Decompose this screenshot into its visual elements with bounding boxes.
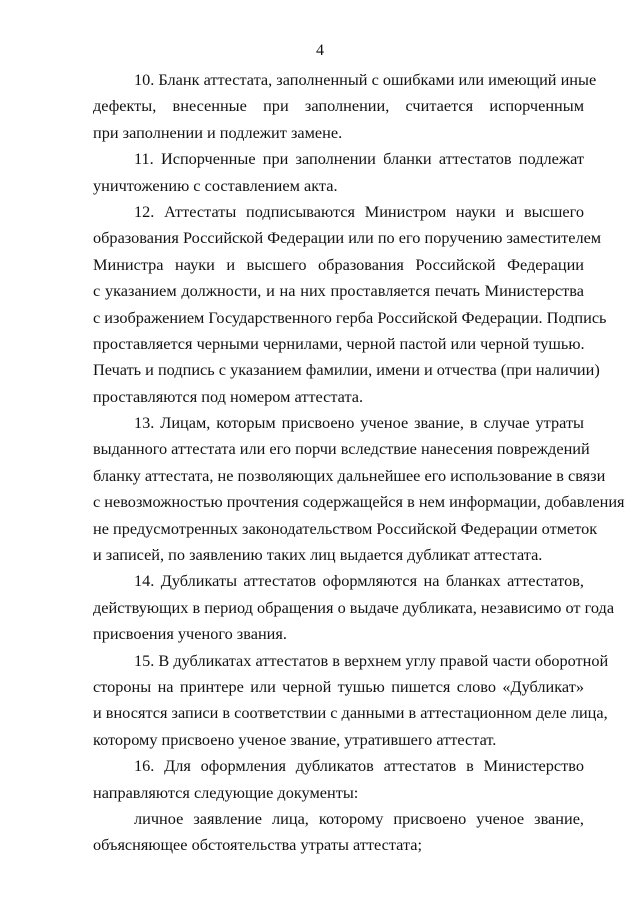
document-body xyxy=(93,67,625,859)
paragraph-p10 xyxy=(93,67,597,146)
paragraph-p14 xyxy=(93,568,615,647)
text-line: уничтожению с составлением акта. xyxy=(93,175,338,195)
text-line: 13. Лицам, которым присвоено ученое звание, в случае утраты xyxy=(134,413,584,433)
text-line: Министра науки и высшего образования Российской Федерации xyxy=(93,254,584,274)
text-line: Печать и подпись с указанием фамилии, имени и отчества (при наличии) xyxy=(93,360,600,380)
text-line: 14. Дубликаты аттестатов оформляются на бланках аттестатов, xyxy=(134,571,584,591)
text-line: 12. Аттестаты подписываются Министром науки и высшего xyxy=(134,201,584,221)
text-line: которому присвоено ученое звание, утратившего аттестат. xyxy=(93,729,497,749)
page-number: 4 xyxy=(316,42,324,59)
text-line: 11. Испорченные при заполнении бланки аттестатов подлежат xyxy=(134,149,584,169)
text-line: бланку аттестата, не позволяющих дальнейшее его использование в связи xyxy=(93,465,606,485)
text-line: с указанием должности, и на них проставляется печать Министерства xyxy=(93,281,584,301)
paragraph-p12 xyxy=(93,199,607,410)
paragraph-p15 xyxy=(93,648,609,754)
text-line: образования Российской Федерации или по его поручению заместителем xyxy=(93,228,602,248)
paragraph-p16 xyxy=(93,753,584,806)
text-line: с изображением Государственного герба Российской Федерации. Подпись xyxy=(93,307,607,327)
text-line: не предусмотренных законодательством Российской Федерации отметок xyxy=(93,518,598,538)
text-line: личное заявление лица, которому присвоено ученое звание, xyxy=(134,808,584,828)
paragraph-p16a xyxy=(93,806,584,859)
text-line: стороны на принтере или черной тушью пишется слово «Дубликат» xyxy=(93,676,584,696)
text-line: дефекты, внесенные при заполнении, считается испорченным xyxy=(93,96,584,116)
text-line: проставляются под номером аттестата. xyxy=(93,386,364,406)
text-line: 10. Бланк аттестата, заполненный с ошибками или имеющий иные xyxy=(134,70,597,89)
text-line: действующих в период обращения о выдаче дубликата, независимо от года xyxy=(93,597,615,617)
text-line: при заполнении и подлежит замене. xyxy=(93,122,343,142)
text-line: и вносятся записи в соответствии с данными в аттестационном деле лица, xyxy=(93,703,608,723)
text-line: направляются следующие документы: xyxy=(93,782,359,802)
text-line: с невозможностью прочтения содержащейся в нем информации, добавления xyxy=(93,492,625,512)
text-line: выданного аттестата или его порчи вследствие нанесения повреждений xyxy=(93,439,590,459)
text-line: проставляется черными чернилами, черной пастой или черной тушью. xyxy=(93,333,585,353)
paragraph-p11 xyxy=(93,146,584,199)
text-line: объясняющее обстоятельства утраты аттестата; xyxy=(93,835,423,855)
text-line: 16. Для оформления дубликатов аттестатов в Министерство xyxy=(134,756,584,776)
text-line: присвоения ученого звания. xyxy=(93,624,287,644)
text-line: и записей, по заявлению таких лиц выдается дубликат аттестата. xyxy=(93,545,543,565)
text-line: 15. В дубликатах аттестатов в верхнем углу правой части оборотной xyxy=(134,650,609,670)
paragraph-p13 xyxy=(93,410,625,568)
